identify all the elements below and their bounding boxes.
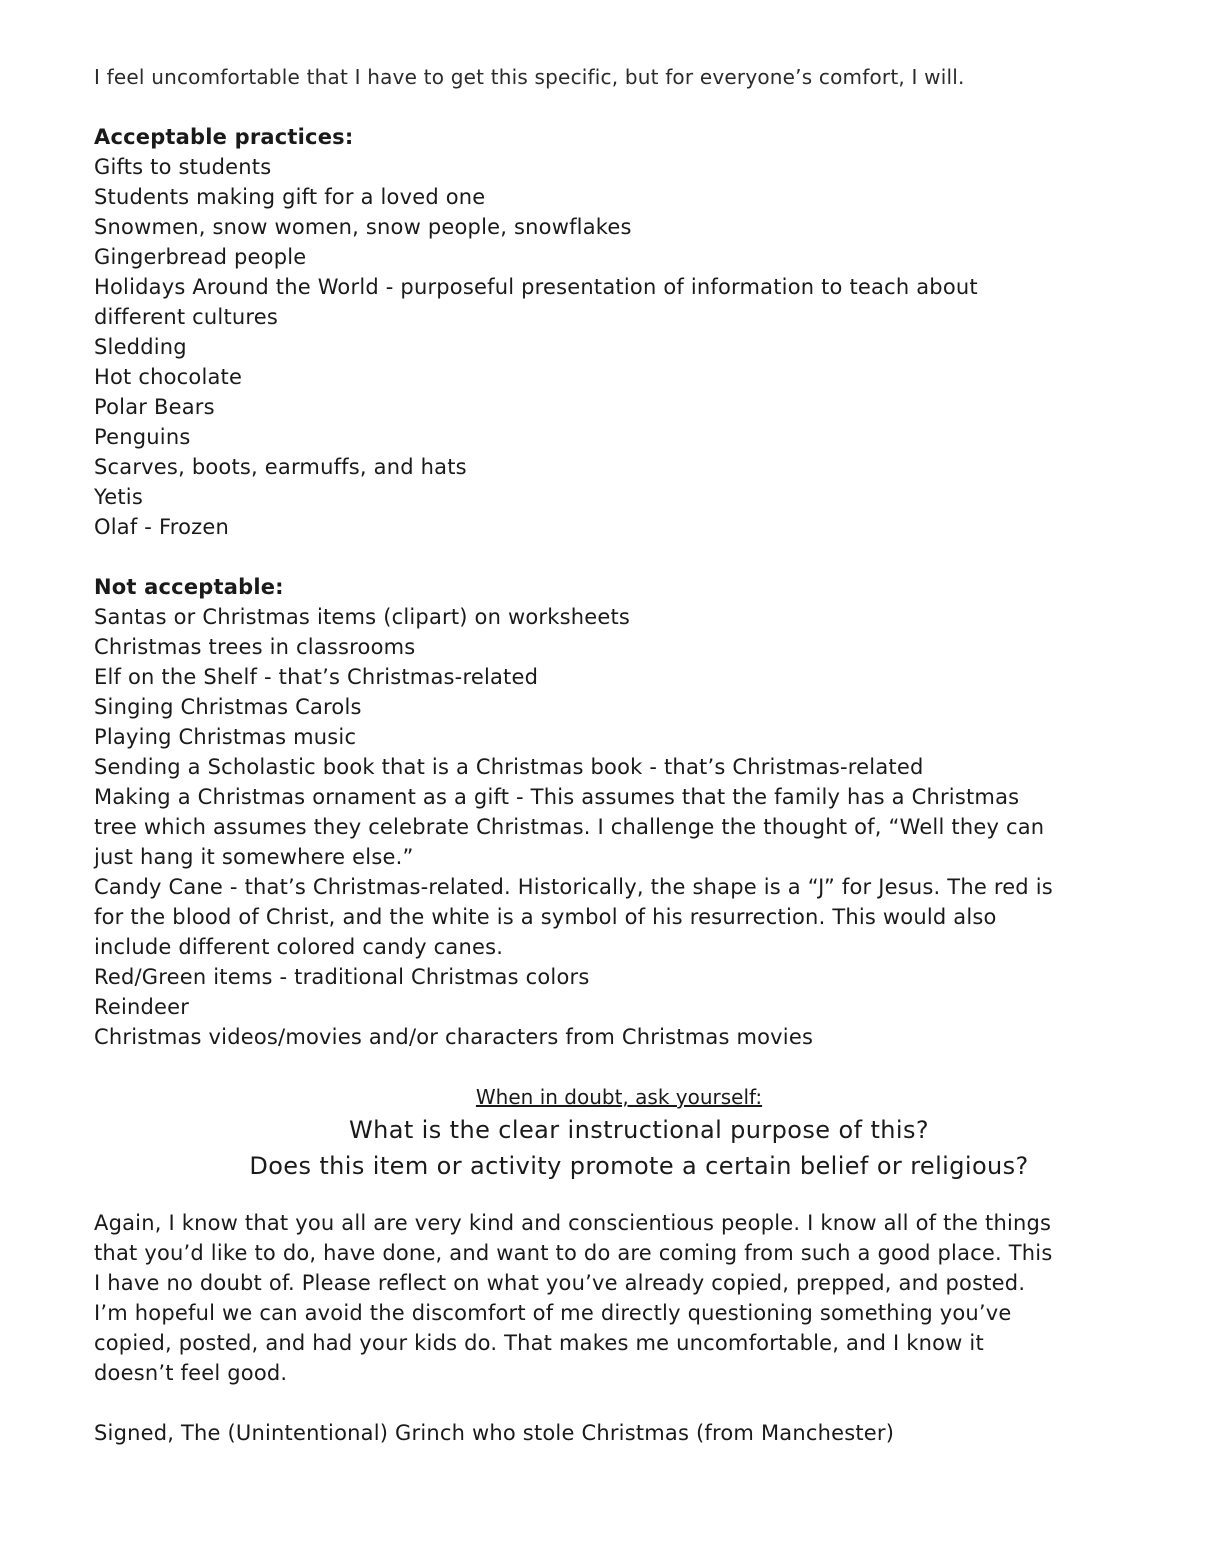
spacer — [94, 1052, 1124, 1082]
list-item: Yetis — [94, 485, 143, 509]
not-acceptable-list — [94, 602, 1124, 1052]
acceptable-heading: Acceptable practices: — [94, 125, 354, 149]
list-item: Holidays Around the World - purposeful presentation of information to teach about — [94, 275, 978, 299]
paragraph-line: I have no doubt of. Please reflect on what you’ve already copied, prepped, and posted. — [94, 1271, 1026, 1295]
list-item: Sending a Scholastic book that is a Christmas book - that’s Christmas-related — [94, 755, 924, 779]
not-acceptable-heading: Not acceptable: — [94, 575, 284, 599]
list-item: Students making gift for a loved one — [94, 185, 486, 209]
doubt-label: When in doubt, ask yourself: — [475, 1085, 763, 1109]
paragraph-line: doesn’t feel good. — [94, 1361, 288, 1385]
closing-paragraph — [94, 1208, 1124, 1388]
list-item: Polar Bears — [94, 395, 215, 419]
spacer — [94, 542, 1124, 572]
list-item: Reindeer — [94, 995, 190, 1019]
spacer — [94, 92, 1124, 122]
list-item: Candy Cane - that’s Christmas-related. Historically, the shape is a “J” for Jesus. The red is — [94, 875, 1053, 899]
list-item: Gifts to students — [94, 155, 272, 179]
list-item: Scarves, boots, earmuffs, and hats — [94, 455, 467, 479]
list-item: Snowmen, snow women, snow people, snowflakes — [94, 215, 632, 239]
spacer — [94, 1184, 1124, 1208]
paragraph-line: I’m hopeful we can avoid the discomfort of me directly questioning something you’ve — [94, 1301, 1012, 1325]
list-item: Playing Christmas music — [94, 725, 357, 749]
question-purpose: What is the clear instructional purpose of this? — [348, 1116, 929, 1144]
intro-text: I feel uncomfortable that I have to get this specific, but for everyone’s comfort, I will. — [94, 65, 965, 89]
list-item: for the blood of Christ, and the white is a symbol of his resurrection. This would also — [94, 905, 997, 929]
signature-line: Signed, The (Unintentional) Grinch who stole Christmas (from Manchester) — [94, 1421, 895, 1445]
acceptable-list — [94, 152, 1124, 542]
list-item: Sledding — [94, 335, 187, 359]
question-belief: Does this item or activity promote a certain belief or religious? — [249, 1152, 1029, 1180]
list-item: Santas or Christmas items (clipart) on worksheets — [94, 605, 631, 629]
list-item: Making a Christmas ornament as a gift - This assumes that the family has a Christmas — [94, 785, 1020, 809]
list-item: include different colored candy canes. — [94, 935, 504, 959]
document-page — [94, 62, 1124, 1448]
list-item: Elf on the Shelf - that’s Christmas-related — [94, 665, 539, 689]
list-item: Gingerbread people — [94, 245, 307, 269]
list-item: Red/Green items - traditional Christmas colors — [94, 965, 590, 989]
list-item: Olaf - Frozen — [94, 515, 229, 539]
list-item: Penguins — [94, 425, 191, 449]
list-item: Hot chocolate — [94, 365, 243, 389]
list-item: Christmas videos/movies and/or characters from Christmas movies — [94, 1025, 814, 1049]
list-item: different cultures — [94, 305, 279, 329]
paragraph-line: Again, I know that you all are very kind and conscientious people. I know all of the things — [94, 1211, 1052, 1235]
list-item: Christmas trees in classrooms — [94, 635, 416, 659]
paragraph-line: that you’d like to do, have done, and want to do are coming from such a good place. This — [94, 1241, 1053, 1265]
spacer — [94, 1388, 1124, 1418]
list-item: just hang it somewhere else.” — [94, 845, 414, 869]
paragraph-line: copied, posted, and had your kids do. That makes me uncomfortable, and I know it — [94, 1331, 984, 1355]
doubt-section — [94, 1082, 1124, 1184]
list-item: tree which assumes they celebrate Christmas. I challenge the thought of, “Well they can — [94, 815, 1045, 839]
list-item: Singing Christmas Carols — [94, 695, 362, 719]
